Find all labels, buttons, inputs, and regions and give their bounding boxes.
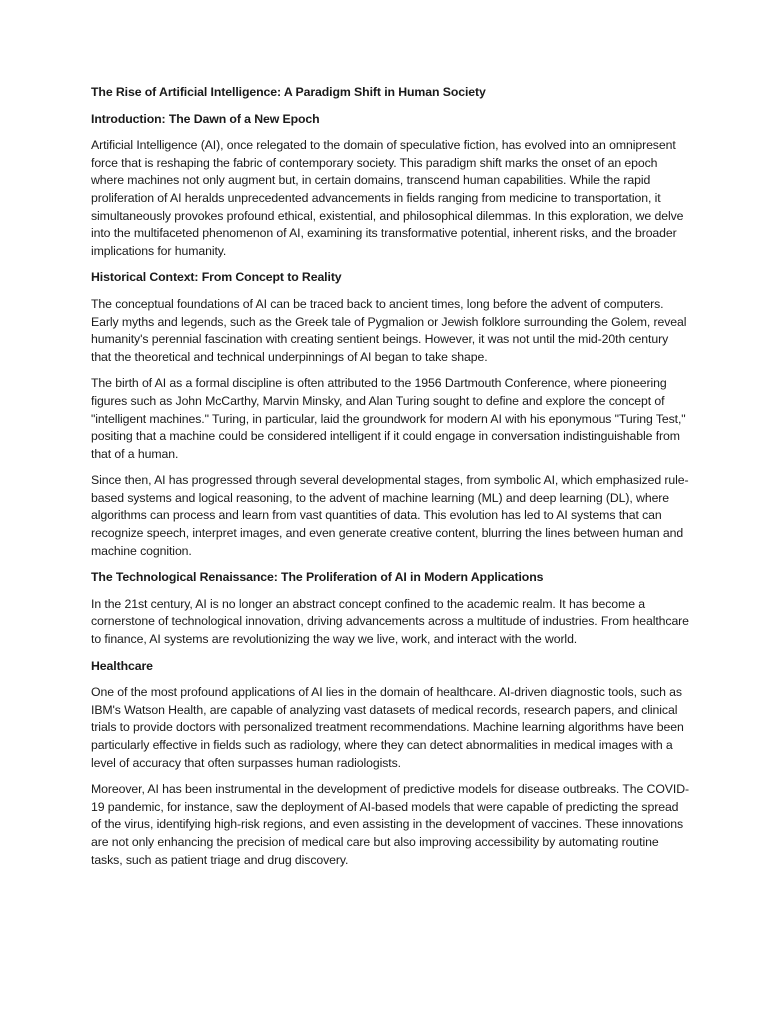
section-heading-introduction: Introduction: The Dawn of a New Epoch xyxy=(91,111,320,126)
paragraph: The birth of AI as a formal discipline is often attributed to the 1956 Dartmouth Conference, where pioneering figures such as John McCarthy, Marvin Minsky, and Alan Turing sought to define and explore the concept of "intelligent machines." Turing, in particular, laid the groundwork for modern AI with his eponymous "Turing Test," positing that a machine could be considered intelligent if it could engage in conversation indistinguishable from that of a human. xyxy=(91,376,686,461)
section-heading-technological-renaissance: The Technological Renaissance: The Proliferation of AI in Modern Applications xyxy=(91,570,544,585)
section-heading-historical-context: Historical Context: From Concept to Reality xyxy=(91,270,342,285)
section-heading-healthcare: Healthcare xyxy=(91,658,153,673)
paragraph: The conceptual foundations of AI can be traced back to ancient times, long before the advent of computers. Early myths and legends, such as the Greek tale of Pygmalion or Jewish folklore surrounding the Golem, reveal humanity's perennial fascination with creating sentient beings. However, it was not until the mid-20th century that the theoretical and technical underpinnings of AI began to take shape. xyxy=(91,296,687,364)
paragraph: In the 21st century, AI is no longer an abstract concept confined to the academic realm. It has become a cornerstone of technological innovation, driving advancements across a multitude of industries. From healthcare to finance, AI systems are revolutionizing the way we live, work, and interact with the world. xyxy=(91,596,689,647)
document-title: The Rise of Artificial Intelligence: A Paradigm Shift in Human Society xyxy=(91,85,486,99)
paragraph: One of the most profound applications of AI lies in the domain of healthcare. AI-driven diagnostic tools, such as IBM's Watson Health, are capable of analyzing vast datasets of medical records, research papers, and clinical trials to provide doctors with personalized treatment recommendations. Machine learning algorithms have been particularly effective in fields such as radiology, where they can detect abnormalities in medical images with a level of accuracy that often surpasses human radiologists. xyxy=(91,685,684,770)
document-page xyxy=(91,84,691,878)
paragraph: Moreover, AI has been instrumental in the development of predictive models for disease outbreaks. The COVID-19 pandemic, for instance, saw the deployment of AI-based models that were capable of predicting the spread of the virus, identifying high-risk regions, and even assisting in the development of vaccines. These innovations are not only enhancing the precision of medical care but also improving accessibility by automating routine tasks, such as patient triage and drug discovery. xyxy=(91,782,689,867)
paragraph: Since then, AI has progressed through several developmental stages, from symbolic AI, which emphasized rule-based systems and logical reasoning, to the advent of machine learning (ML) and deep learning (DL), where algorithms can process and learn from vast quantities of data. This evolution has led to AI systems that can recognize speech, interpret images, and even generate creative content, blurring the lines between human and machine cognition. xyxy=(91,473,689,558)
paragraph: Artificial Intelligence (AI), once relegated to the domain of speculative fiction, has evolved into an omnipresent force that is reshaping the fabric of contemporary society. This paradigm shift marks the onset of an epoch where machines not only augment but, in certain domains, transcend human capabilities. While the rapid proliferation of AI heralds unprecedented advancements in fields ranging from medicine to transportation, it simultaneously provokes profound ethical, existential, and philosophical dilemmas. In this exploration, we delve into the multifaceted phenomenon of AI, examining its transformative potential, inherent risks, and the broader implications for humanity. xyxy=(91,138,684,258)
